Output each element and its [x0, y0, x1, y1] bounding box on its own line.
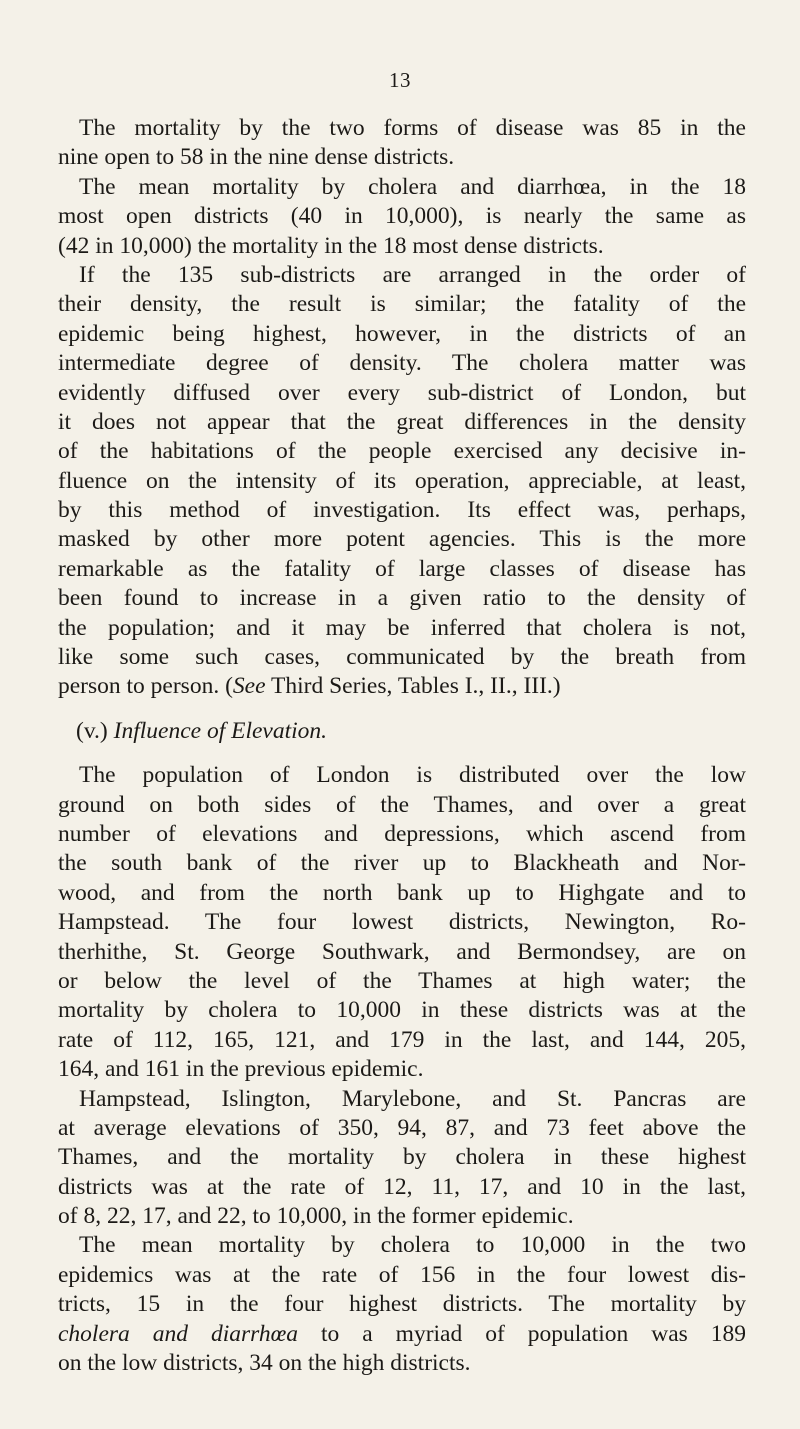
text-run: mortality by cholera to 10,000 in these districts was at the — [58, 997, 746, 1024]
body-text — [58, 114, 746, 1378]
text-line — [58, 437, 746, 466]
text-line — [58, 408, 746, 437]
text-line — [58, 614, 746, 643]
text-run: (42 in 10,000) the mortality in the 18 most dense districts. — [58, 232, 604, 259]
text-line — [58, 584, 746, 613]
text-line — [58, 938, 746, 967]
text-line — [58, 525, 746, 554]
text-line — [58, 1349, 746, 1378]
text-line — [58, 849, 746, 878]
text-line — [58, 320, 746, 349]
text-line — [58, 379, 746, 408]
text-run: nine open to 58 in the nine dense districts. — [58, 144, 455, 171]
text-run: like some such cases, communicated by the breath from — [58, 644, 746, 671]
text-line — [58, 672, 746, 701]
text-line — [58, 1231, 746, 1260]
italic-text: See — [232, 673, 266, 700]
text-line — [58, 908, 746, 937]
text-line — [58, 879, 746, 908]
text-run: most open districts (40 in 10,000), is nearly the same as — [58, 203, 746, 230]
text-run: or below the level of the Thames at high water; the — [58, 967, 746, 994]
text-run: wood, and from the north bank up to Highgate and to — [58, 879, 746, 906]
text-run: by this method of investigation. Its effect was, perhaps, — [58, 497, 746, 524]
text-line — [58, 761, 746, 790]
text-run: person to person. ( — [58, 673, 233, 700]
text-line — [58, 820, 746, 849]
text-run: the south bank of the river up to Blackheath and Nor- — [58, 850, 746, 877]
text-run: it does not appear that the great differences in the density — [58, 408, 746, 435]
text-line — [58, 349, 746, 378]
text-line — [58, 202, 746, 231]
text-run: remarkable as the fatality of large classes of disease has — [58, 555, 746, 582]
text-run: tricts, 15 in the four highest districts. The mortality by — [58, 1291, 746, 1318]
text-run: evidently diffused over every sub-district of London, but — [58, 379, 746, 406]
text-run: The mean mortality by cholera to 10,000 in the two — [79, 1232, 746, 1259]
text-line — [58, 643, 746, 672]
text-line — [58, 1173, 746, 1202]
text-run: the population; and it may be inferred that cholera is not, — [58, 614, 746, 641]
text-run: The mean mortality by cholera and diarrhœa, in the 18 — [79, 173, 746, 200]
text-run: at average elevations of 350, 94, 87, and 73 feet above the — [58, 1114, 746, 1141]
text-run: If the 135 sub-districts are arranged in the order of — [79, 261, 746, 288]
text-run: (v.) — [76, 717, 114, 744]
text-line — [58, 1320, 746, 1349]
text-run: Thames, and the mortality by cholera in these highest — [58, 1144, 746, 1171]
text-run: fluence on the intensity of its operation, appreciable, at least, — [58, 467, 746, 494]
text-run: of the habitations of the people exercised any decisive in- — [58, 438, 746, 465]
text-line — [58, 496, 746, 525]
text-run: ground on both sides of the Thames, and over a great — [58, 791, 746, 818]
text-line — [58, 114, 746, 143]
text-line — [58, 232, 746, 261]
text-run: Hampstead. The four lowest districts, Newington, Ro- — [58, 909, 746, 936]
text-line — [58, 290, 746, 319]
text-line — [58, 1114, 746, 1143]
text-run: their density, the result is similar; the fatality of the — [58, 291, 746, 318]
page-number: 13 — [389, 68, 411, 92]
text-line — [58, 1055, 746, 1084]
text-line — [58, 1290, 746, 1319]
text-run: 164, and 161 in the previous epidemic. — [58, 1056, 424, 1083]
text-line — [58, 467, 746, 496]
text-run: number of elevations and depressions, which ascend from — [58, 820, 746, 847]
text-run: been found to increase in a given ratio to the density of — [58, 585, 746, 612]
text-run: Third Series, Tables I., II., III.) — [265, 673, 561, 700]
text-line — [58, 1202, 746, 1231]
text-run: districts was at the rate of 12, 11, 17, and 10 in the last, — [58, 1173, 746, 1200]
text-line — [58, 1026, 746, 1055]
text-run: rate of 112, 165, 121, and 179 in the last, and 144, 205, — [58, 1026, 746, 1053]
text-line — [58, 1085, 746, 1114]
text-run: masked by other more potent agencies. This is the more — [58, 526, 746, 553]
text-run: The population of London is distributed over the low — [79, 762, 746, 789]
italic-text: Influence of Elevation. — [113, 717, 328, 744]
text-line — [58, 555, 746, 584]
text-run: The mortality by the two forms of disease was 85 in the — [79, 115, 746, 141]
italic-text: cholera and diarrhœa — [58, 1320, 299, 1347]
text-line — [58, 1143, 746, 1172]
text-line — [58, 996, 746, 1025]
text-run: intermediate degree of density. The cholera matter was — [58, 350, 746, 377]
text-run: of 8, 22, 17, and 22, to 10,000, in the former epidemic. — [58, 1203, 574, 1230]
text-run: epidemics was at the rate of 156 in the four lowest dis- — [58, 1261, 746, 1288]
section-heading — [58, 717, 746, 746]
text-run: on the low districts, 34 on the high districts. — [58, 1350, 471, 1377]
text-run: epidemic being highest, however, in the districts of an — [58, 320, 746, 347]
text-line — [58, 173, 746, 202]
text-run: to a myriad of population was 189 — [298, 1320, 746, 1347]
text-run: Hampstead, Islington, Marylebone, and St. Pancras are — [79, 1085, 746, 1112]
text-line — [58, 1261, 746, 1290]
text-line — [58, 967, 746, 996]
text-run: therhithe, St. George Southwark, and Bermondsey, are on — [58, 938, 746, 965]
text-line — [58, 143, 746, 172]
text-line — [58, 791, 746, 820]
text-line — [58, 261, 746, 290]
